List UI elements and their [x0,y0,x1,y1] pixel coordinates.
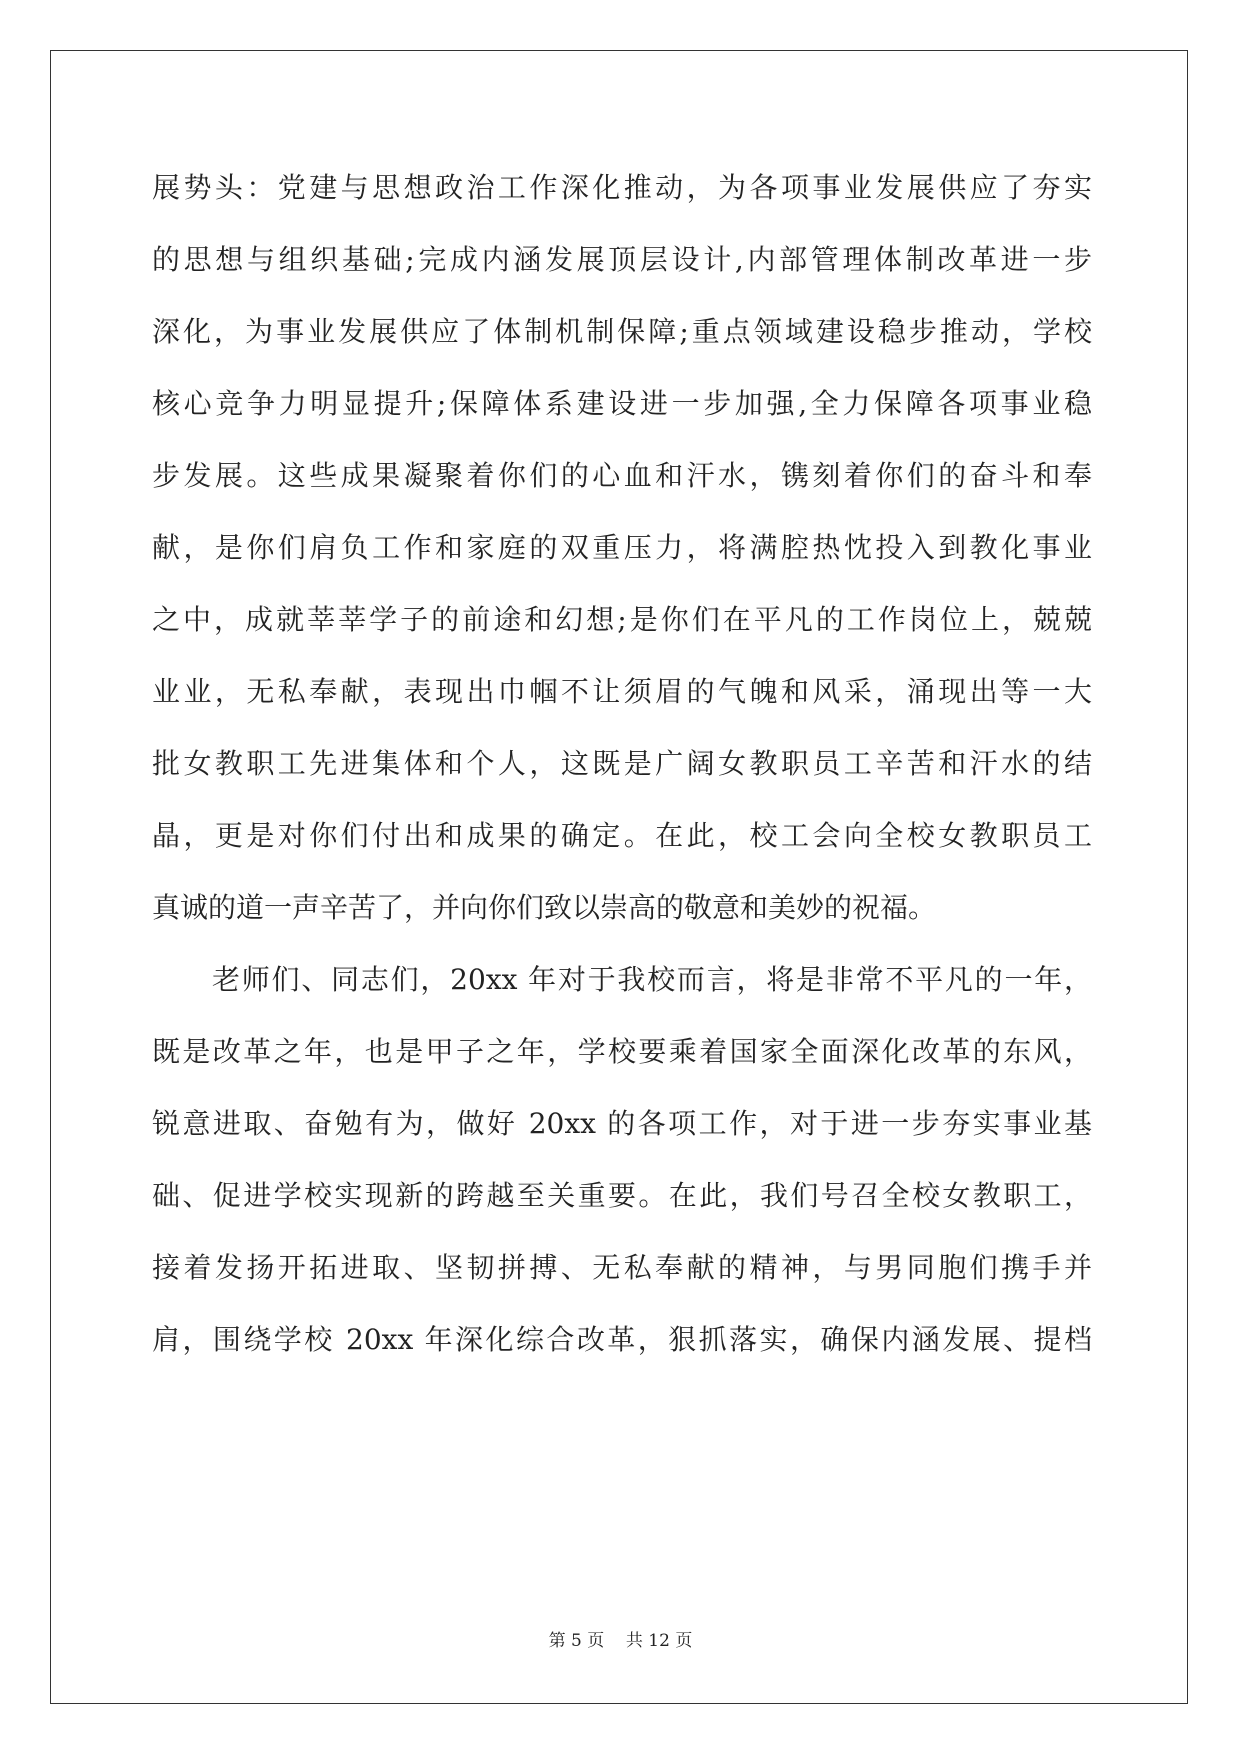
paragraph-last-line: 真诚的道一声辛苦了，并向你们致以崇高的敬意和美妙的祝福。 [152,891,937,924]
text-line: 既是改革之年，也是甲子之年，学校要乘着国家全面深化改革的东风， [152,1035,1092,1068]
text-line: 肩，围绕学校 20xx 年深化综合改革，狠抓落实，确保内涵发展、提档 [152,1323,1092,1356]
page-border [50,50,1188,1704]
text-line: 业业，无私奉献，表现出巾帼不让须眉的气魄和风采，涌现出等一大 [152,675,1092,708]
text-line: 批女教职工先进集体和个人，这既是广阔女教职员工辛苦和汗水的结 [152,747,1092,780]
paragraph-first-line: 老师们、同志们，20xx 年对于我校而言，将是非常不平凡的一年， [212,963,1092,996]
text-line: 核心竞争力明显提升;保障体系建设进一步加强,全力保障各项事业稳 [152,387,1092,420]
text-line: 步发展。这些成果凝聚着你们的心血和汗水，镌刻着你们的奋斗和奉 [152,459,1092,492]
page-number-footer: 第 5 页 共 12 页 [548,1631,693,1651]
text-line: 接着发扬开拓进取、坚韧拼搏、无私奉献的精神，与男同胞们携手并 [152,1251,1092,1284]
text-line: 晶，更是对你们付出和成果的确定。在此，校工会向全校女教职员工 [152,819,1092,852]
text-line: 础、促进学校实现新的跨越至关重要。在此，我们号召全校女教职工， [152,1179,1092,1212]
text-line: 献，是你们肩负工作和家庭的双重压力，将满腔热忱投入到教化事业 [152,531,1092,564]
text-line: 之中，成就莘莘学子的前途和幻想;是你们在平凡的工作岗位上，兢兢 [152,603,1092,636]
text-line: 深化，为事业发展供应了体制机制保障;重点领域建设稳步推动，学校 [152,315,1092,348]
text-line: 展势头：党建与思想政治工作深化推动，为各项事业发展供应了夯实 [152,171,1092,204]
text-line: 的思想与组织基础;完成内涵发展顶层设计,内部管理体制改革进一步 [152,243,1092,276]
text-line: 锐意进取、奋勉有为，做好 20xx 的各项工作，对于进一步夯实事业基 [152,1107,1092,1140]
